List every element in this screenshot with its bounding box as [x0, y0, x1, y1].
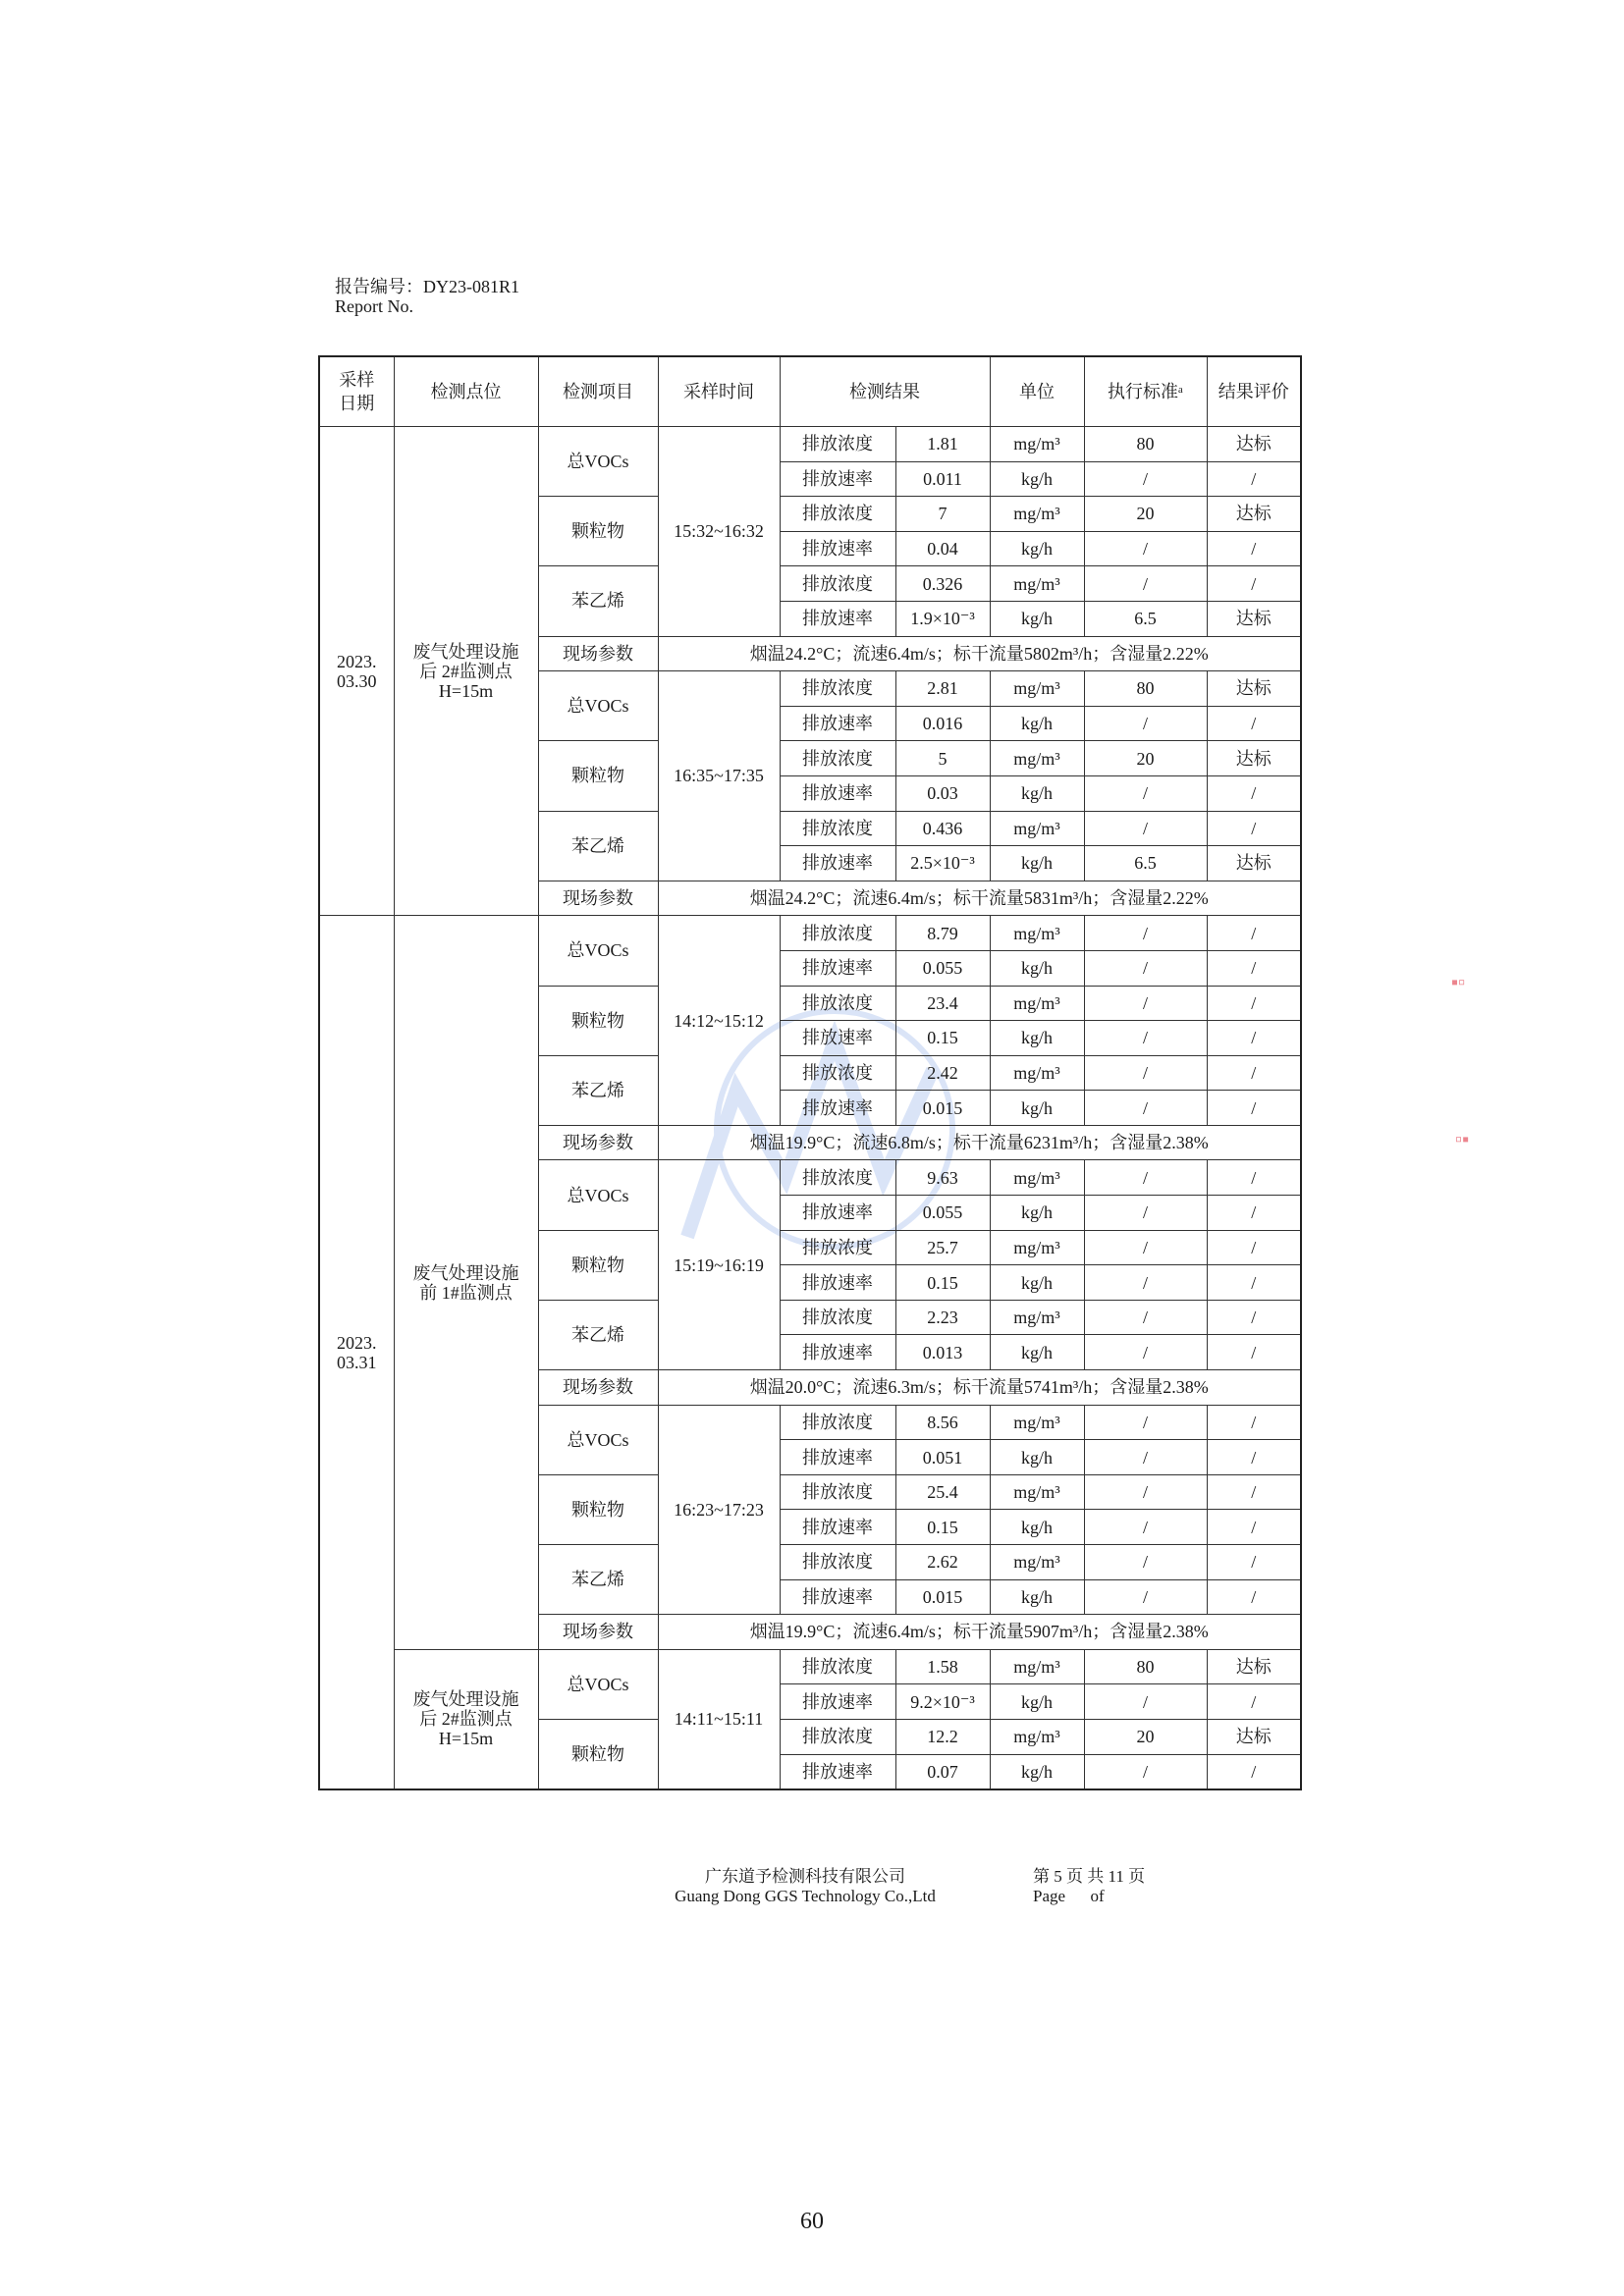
site-params-value: 烟温19.9°C；流速6.4m/s；标干流量5907m³/h；含湿量2.38%: [658, 1615, 1301, 1650]
eval-value: /: [1207, 706, 1301, 741]
unit-value: mg/m³: [990, 566, 1084, 602]
measure-type: 排放速率: [780, 1265, 895, 1301]
item-name: 总VOCs: [538, 427, 658, 497]
result-value: 9.2×10⁻³: [895, 1684, 990, 1720]
eval-value: /: [1207, 986, 1301, 1021]
unit-value: kg/h: [990, 846, 1084, 881]
measure-type: 排放速率: [780, 1579, 895, 1615]
item-name: 颗粒物: [538, 1230, 658, 1300]
item-name: 总VOCs: [538, 1160, 658, 1230]
item-name: 总VOCs: [538, 1405, 658, 1474]
result-value: 2.62: [895, 1545, 990, 1580]
measure-type: 排放浓度: [780, 671, 895, 707]
result-value: 8.79: [895, 916, 990, 951]
item-name: 总VOCs: [538, 916, 658, 986]
page-number: 60: [800, 2209, 824, 2234]
result-value: 0.07: [895, 1754, 990, 1789]
measure-type: 排放速率: [780, 950, 895, 986]
standard-value: /: [1084, 1196, 1207, 1231]
measure-type: 排放速率: [780, 1091, 895, 1126]
col-header-eval: 结果评价: [1207, 356, 1301, 427]
unit-value: mg/m³: [990, 1719, 1084, 1754]
measure-type: 排放速率: [780, 1510, 895, 1545]
standard-value: /: [1084, 1335, 1207, 1370]
result-value: 0.011: [895, 461, 990, 497]
standard-value: /: [1084, 1510, 1207, 1545]
standard-value: 20: [1084, 1719, 1207, 1754]
measure-type: 排放浓度: [780, 916, 895, 951]
item-name: 苯乙烯: [538, 1300, 658, 1369]
sample-date: 2023. 03.30: [319, 427, 394, 916]
measure-type: 排放速率: [780, 531, 895, 566]
eval-value: /: [1207, 1684, 1301, 1720]
eval-value: 达标: [1207, 427, 1301, 462]
unit-value: mg/m³: [990, 811, 1084, 846]
measure-type: 排放速率: [780, 846, 895, 881]
measure-type: 排放速率: [780, 461, 895, 497]
standard-value: /: [1084, 531, 1207, 566]
eval-value: /: [1207, 1265, 1301, 1301]
eval-value: /: [1207, 811, 1301, 846]
eval-value: 达标: [1207, 741, 1301, 776]
unit-value: kg/h: [990, 1091, 1084, 1126]
eval-value: /: [1207, 1405, 1301, 1440]
unit-value: kg/h: [990, 601, 1084, 636]
unit-value: kg/h: [990, 1335, 1084, 1370]
eval-value: /: [1207, 566, 1301, 602]
eval-value: /: [1207, 1021, 1301, 1056]
unit-value: kg/h: [990, 1684, 1084, 1720]
standard-value: 80: [1084, 671, 1207, 707]
eval-value: /: [1207, 1545, 1301, 1580]
sample-point: 废气处理设施 后 2#监测点 H=15m: [394, 1649, 538, 1789]
company-name-en: Guang Dong GGS Technology Co.,Ltd: [675, 1887, 936, 1905]
eval-value: 达标: [1207, 1719, 1301, 1754]
result-value: 25.4: [895, 1474, 990, 1510]
standard-value: /: [1084, 1160, 1207, 1196]
site-params-label: 现场参数: [538, 1125, 658, 1160]
measure-type: 排放速率: [780, 1335, 895, 1370]
unit-value: kg/h: [990, 1265, 1084, 1301]
result-value: 23.4: [895, 986, 990, 1021]
measure-type: 排放速率: [780, 706, 895, 741]
item-name: 颗粒物: [538, 497, 658, 566]
unit-value: kg/h: [990, 775, 1084, 811]
site-params-value: 烟温19.9°C；流速6.8m/s；标干流量6231m³/h；含湿量2.38%: [658, 1125, 1301, 1160]
result-value: 0.03: [895, 775, 990, 811]
standard-value: /: [1084, 1021, 1207, 1056]
page-indicator-en: Page of: [1033, 1887, 1105, 1905]
result-value: 5: [895, 741, 990, 776]
site-params-value: 烟温24.2°C；流速6.4m/s；标干流量5802m³/h；含湿量2.22%: [658, 636, 1301, 671]
result-value: 0.15: [895, 1510, 990, 1545]
standard-value: 20: [1084, 741, 1207, 776]
measure-type: 排放浓度: [780, 427, 895, 462]
standard-value: /: [1084, 1440, 1207, 1475]
standard-value: /: [1084, 1474, 1207, 1510]
unit-value: mg/m³: [990, 1405, 1084, 1440]
site-params-value: 烟温20.0°C；流速6.3m/s；标干流量5741m³/h；含湿量2.38%: [658, 1370, 1301, 1406]
seal-mark: ▫▪: [1455, 1129, 1470, 1150]
table-row: [319, 1649, 1301, 1684]
eval-value: 达标: [1207, 846, 1301, 881]
table-header-row: [319, 356, 1301, 427]
sample-time: 16:35~17:35: [658, 671, 780, 881]
eval-value: 达标: [1207, 671, 1301, 707]
measure-type: 排放浓度: [780, 1474, 895, 1510]
eval-value: /: [1207, 1335, 1301, 1370]
result-value: 0.15: [895, 1021, 990, 1056]
unit-value: mg/m³: [990, 497, 1084, 532]
eval-value: /: [1207, 1579, 1301, 1615]
eval-value: /: [1207, 1196, 1301, 1231]
measure-type: 排放速率: [780, 1440, 895, 1475]
result-value: 25.7: [895, 1230, 990, 1265]
results-table: [318, 355, 1302, 1790]
result-value: 0.055: [895, 950, 990, 986]
col-header-time: 采样时间: [658, 356, 780, 427]
standard-value: /: [1084, 811, 1207, 846]
col-header-item: 检测项目: [538, 356, 658, 427]
measure-type: 排放浓度: [780, 1160, 895, 1196]
standard-value: /: [1084, 986, 1207, 1021]
result-value: 0.013: [895, 1335, 990, 1370]
col-header-unit: 单位: [990, 356, 1084, 427]
standard-value: /: [1084, 1230, 1207, 1265]
unit-value: mg/m³: [990, 916, 1084, 951]
col-header-date: 采样 日期: [319, 356, 394, 427]
measure-type: 排放浓度: [780, 1545, 895, 1580]
unit-value: kg/h: [990, 1510, 1084, 1545]
report-number: 报告编号：DY23-081R1: [335, 277, 519, 296]
result-value: 1.81: [895, 427, 990, 462]
eval-value: /: [1207, 1440, 1301, 1475]
col-header-point: 检测点位: [394, 356, 538, 427]
standard-value: 80: [1084, 427, 1207, 462]
measure-type: 排放浓度: [780, 1405, 895, 1440]
measure-type: 排放速率: [780, 1196, 895, 1231]
measure-type: 排放浓度: [780, 1055, 895, 1091]
result-value: 7: [895, 497, 990, 532]
item-name: 苯乙烯: [538, 1055, 658, 1125]
sample-time: 15:19~16:19: [658, 1160, 780, 1370]
standard-value: 80: [1084, 1649, 1207, 1684]
eval-value: /: [1207, 1160, 1301, 1196]
eval-value: /: [1207, 1091, 1301, 1126]
company-name-cn: 广东道予检测科技有限公司: [705, 1867, 905, 1886]
page-indicator-cn: 第 5 页 共 11 页: [1033, 1867, 1146, 1886]
eval-value: /: [1207, 1300, 1301, 1335]
result-value: 0.15: [895, 1265, 990, 1301]
measure-type: 排放速率: [780, 775, 895, 811]
standard-value: 6.5: [1084, 846, 1207, 881]
standard-value: /: [1084, 1684, 1207, 1720]
result-value: 1.58: [895, 1649, 990, 1684]
eval-value: /: [1207, 1055, 1301, 1091]
measure-type: 排放浓度: [780, 986, 895, 1021]
result-value: 2.23: [895, 1300, 990, 1335]
result-value: 1.9×10⁻³: [895, 601, 990, 636]
result-value: 2.5×10⁻³: [895, 846, 990, 881]
report-header: [335, 277, 519, 316]
eval-value: /: [1207, 916, 1301, 951]
standard-value: /: [1084, 950, 1207, 986]
measure-type: 排放浓度: [780, 1719, 895, 1754]
standard-value: /: [1084, 775, 1207, 811]
unit-value: mg/m³: [990, 671, 1084, 707]
unit-value: kg/h: [990, 1021, 1084, 1056]
standard-value: /: [1084, 1545, 1207, 1580]
footer-page: [1033, 1867, 1145, 1906]
measure-type: 排放浓度: [780, 566, 895, 602]
standard-value: /: [1084, 566, 1207, 602]
unit-value: kg/h: [990, 1754, 1084, 1789]
eval-value: 达标: [1207, 601, 1301, 636]
standard-value: /: [1084, 1579, 1207, 1615]
site-params-label: 现场参数: [538, 881, 658, 916]
result-value: 0.055: [895, 1196, 990, 1231]
standard-value: /: [1084, 1265, 1207, 1301]
eval-value: /: [1207, 950, 1301, 986]
item-name: 颗粒物: [538, 986, 658, 1055]
result-value: 8.56: [895, 1405, 990, 1440]
item-name: 颗粒物: [538, 741, 658, 811]
standard-value: /: [1084, 1300, 1207, 1335]
result-value: 0.015: [895, 1579, 990, 1615]
eval-value: /: [1207, 461, 1301, 497]
measure-type: 排放速率: [780, 601, 895, 636]
standard-value: /: [1084, 1405, 1207, 1440]
item-name: 总VOCs: [538, 1649, 658, 1719]
result-value: 9.63: [895, 1160, 990, 1196]
eval-value: /: [1207, 1230, 1301, 1265]
unit-value: mg/m³: [990, 1160, 1084, 1196]
unit-value: mg/m³: [990, 1055, 1084, 1091]
item-name: 总VOCs: [538, 671, 658, 741]
unit-value: mg/m³: [990, 1300, 1084, 1335]
standard-value: /: [1084, 1754, 1207, 1789]
sample-point: 废气处理设施 后 2#监测点 H=15m: [394, 427, 538, 916]
result-value: 2.81: [895, 671, 990, 707]
result-value: 0.016: [895, 706, 990, 741]
measure-type: 排放浓度: [780, 1300, 895, 1335]
unit-value: mg/m³: [990, 427, 1084, 462]
measure-type: 排放速率: [780, 1754, 895, 1789]
unit-value: kg/h: [990, 950, 1084, 986]
unit-value: kg/h: [990, 1440, 1084, 1475]
item-name: 苯乙烯: [538, 811, 658, 881]
sample-time: 14:11~15:11: [658, 1649, 780, 1789]
standard-value: 20: [1084, 497, 1207, 532]
sample-point: 废气处理设施 前 1#监测点: [394, 916, 538, 1649]
standard-value: /: [1084, 706, 1207, 741]
eval-value: /: [1207, 1754, 1301, 1789]
site-params-label: 现场参数: [538, 636, 658, 671]
item-name: 颗粒物: [538, 1474, 658, 1544]
eval-value: 达标: [1207, 497, 1301, 532]
eval-value: /: [1207, 775, 1301, 811]
measure-type: 排放浓度: [780, 811, 895, 846]
result-value: 0.326: [895, 566, 990, 602]
unit-value: mg/m³: [990, 1649, 1084, 1684]
standard-value: 6.5: [1084, 601, 1207, 636]
unit-value: kg/h: [990, 1196, 1084, 1231]
table-row: [319, 916, 1301, 951]
table-row: [319, 427, 1301, 462]
col-header-result: 检测结果: [780, 356, 990, 427]
measure-type: 排放速率: [780, 1684, 895, 1720]
eval-value: /: [1207, 1474, 1301, 1510]
result-value: 0.051: [895, 1440, 990, 1475]
eval-value: /: [1207, 531, 1301, 566]
sample-date: 2023. 03.31: [319, 916, 394, 1789]
report-number-en: Report No.: [335, 296, 413, 316]
unit-value: mg/m³: [990, 986, 1084, 1021]
site-params-value: 烟温24.2°C；流速6.4m/s；标干流量5831m³/h；含湿量2.22%: [658, 881, 1301, 916]
site-params-label: 现场参数: [538, 1615, 658, 1650]
footer-company: [628, 1867, 982, 1906]
unit-value: mg/m³: [990, 1474, 1084, 1510]
item-name: 苯乙烯: [538, 1545, 658, 1615]
result-value: 0.04: [895, 531, 990, 566]
result-value: 0.015: [895, 1091, 990, 1126]
seal-mark: ▪▫: [1451, 972, 1466, 993]
sample-time: 15:32~16:32: [658, 427, 780, 637]
site-params-label: 现场参数: [538, 1370, 658, 1406]
unit-value: mg/m³: [990, 741, 1084, 776]
standard-value: /: [1084, 461, 1207, 497]
unit-value: mg/m³: [990, 1545, 1084, 1580]
unit-value: kg/h: [990, 1579, 1084, 1615]
unit-value: kg/h: [990, 531, 1084, 566]
measure-type: 排放浓度: [780, 497, 895, 532]
unit-value: kg/h: [990, 461, 1084, 497]
unit-value: kg/h: [990, 706, 1084, 741]
result-value: 0.436: [895, 811, 990, 846]
measure-type: 排放浓度: [780, 1649, 895, 1684]
item-name: 苯乙烯: [538, 566, 658, 636]
measure-type: 排放浓度: [780, 741, 895, 776]
unit-value: mg/m³: [990, 1230, 1084, 1265]
measure-type: 排放浓度: [780, 1230, 895, 1265]
standard-value: /: [1084, 1091, 1207, 1126]
sample-time: 14:12~15:12: [658, 916, 780, 1126]
result-value: 2.42: [895, 1055, 990, 1091]
eval-value: /: [1207, 1510, 1301, 1545]
result-value: 12.2: [895, 1719, 990, 1754]
sample-time: 16:23~17:23: [658, 1405, 780, 1615]
item-name: 颗粒物: [538, 1719, 658, 1789]
measure-type: 排放速率: [780, 1021, 895, 1056]
col-header-standard: 执行标准ᵃ: [1084, 356, 1207, 427]
standard-value: /: [1084, 916, 1207, 951]
eval-value: 达标: [1207, 1649, 1301, 1684]
standard-value: /: [1084, 1055, 1207, 1091]
